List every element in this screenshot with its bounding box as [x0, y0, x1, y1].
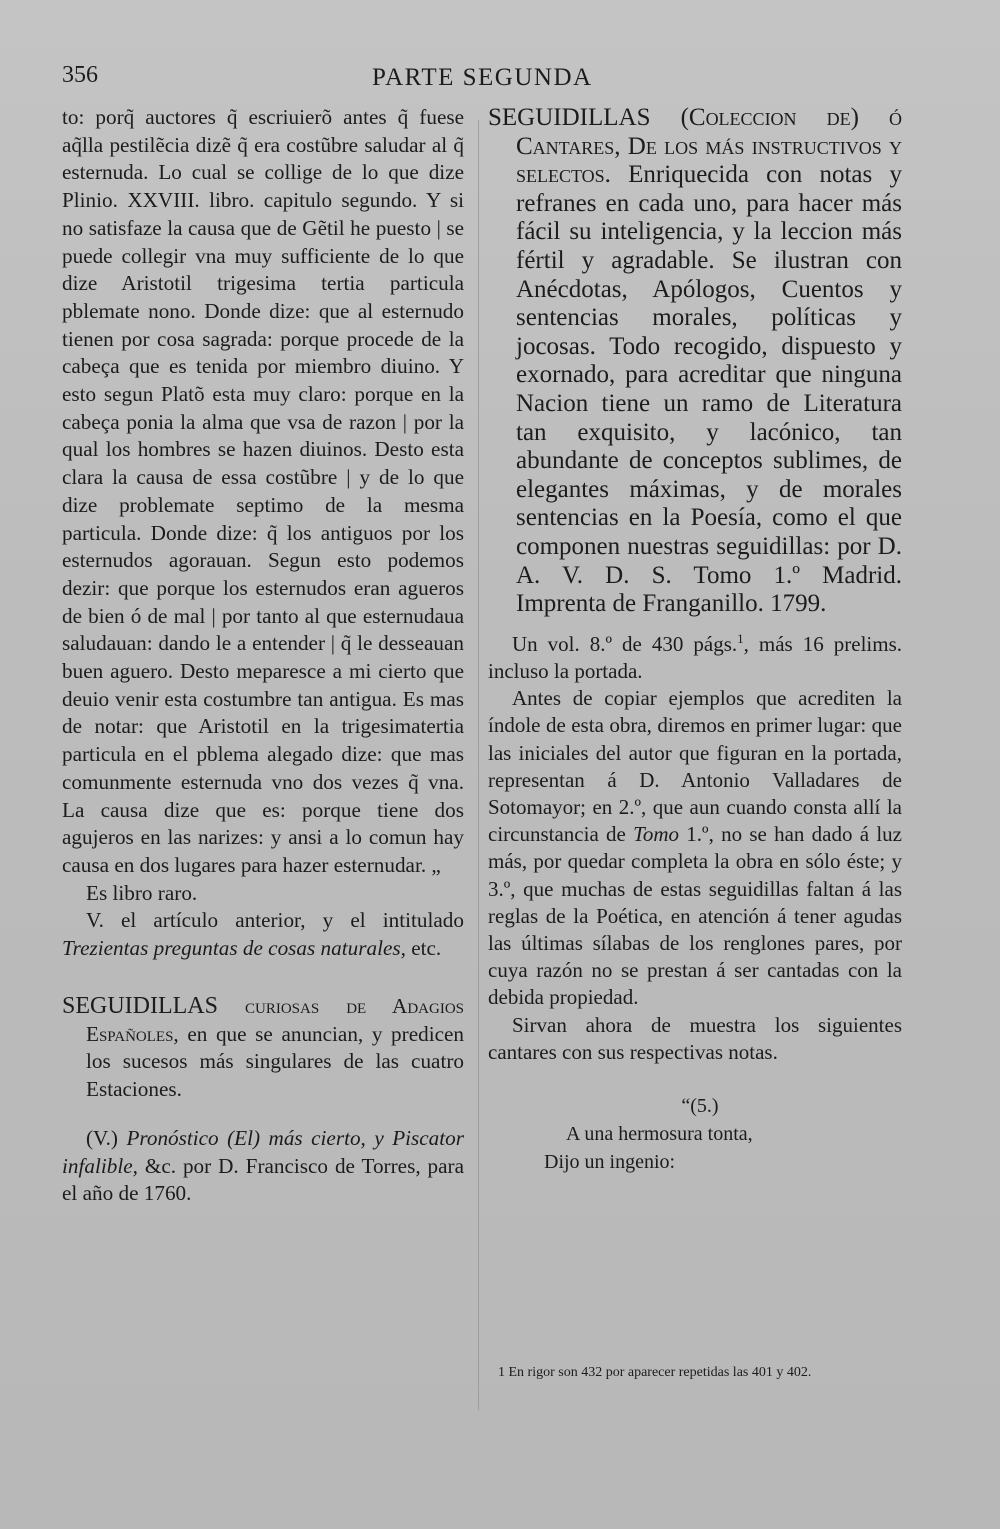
poem-excerpt: [488, 1092, 902, 1176]
column-divider: [478, 120, 479, 1410]
poem-line: Dijo un ingenio:: [544, 1150, 676, 1173]
commentary-paragraph: [488, 685, 902, 1011]
volume-info-tail: , más 16 prelims. incluso la portada.: [488, 631, 902, 683]
cross-ref-lead: (V.): [86, 1125, 127, 1150]
left-column: [62, 104, 464, 1208]
poem-line: A una hermosura tonta,: [566, 1122, 753, 1145]
rarity-note: Es libro raro.: [86, 880, 198, 905]
entry-seguidillas-curiosas: [62, 993, 464, 1104]
footnote-marker: 1: [737, 630, 744, 646]
footnote-text: En rigor son 432 por aparecer repetidas las 401 y 402.: [505, 1365, 812, 1380]
commentary-italic: Tomo: [633, 822, 680, 847]
entry-headword: SEGUIDILLAS: [62, 992, 218, 1019]
bibliographic-details: [488, 631, 902, 685]
see-also-lead: V. el artículo anterior, y el intitulado: [86, 908, 464, 933]
entry-seguidillas-coleccion: [488, 104, 902, 619]
entry-description: , en que se anuncian, y predicen los sucesos más singulares de las cuatro Estaciones.: [86, 1021, 464, 1101]
poem-number: “(5.): [681, 1094, 719, 1117]
entry-description: Enriquecida con notas y refranes en cada uno, para hacer más fácil su inteligencia, y la leccion más fértil y agradable. Se ilustran con Anécdotas, Apólogos, Cuentos y sentencias morales, políticas y jocosas. Todo recogido, dispuesto y exornado, para acreditar que ninguna Nacion tiene un ramo de Literatura tan exquisito, y lacónico, tan abundante de conceptos sublimes, de elegantes máximas, y de morales sentencias en la Poesía, como el que componen nuestras seguidillas: por D. A. V. D. S. Tomo 1.º Madrid. Imprenta de Franganillo. 1799.: [516, 161, 902, 618]
see-also-tail: etc.: [405, 936, 442, 961]
intro-paragraph: Sirvan ahora de muestra los siguientes cantares con sus respectivas notas.: [488, 1012, 902, 1064]
entry-subtitle: (Coleccion de) ó Cantares, De los más instructivos y selectos.: [516, 104, 902, 189]
cross-ref-title: Pronóstico (El) más cierto, y Piscator infalible,: [62, 1125, 464, 1178]
cross-ref-tail: &c. por D. Francisco de Torres, para el año de 1760.: [62, 1153, 464, 1206]
footnote: [488, 1364, 902, 1382]
entry-headword: SEGUIDILLAS: [488, 104, 651, 131]
footnote-number: 1: [498, 1365, 505, 1380]
see-also-reference: [62, 907, 464, 962]
running-title: PARTE SEGUNDA: [372, 64, 593, 91]
see-also-title: Trezientas preguntas de cosas naturales,: [62, 936, 406, 961]
continued-quotation: to: porq̃ auctores q̃ escriuierõ antes q̃ fuese aq̃lla pestilẽcia dizẽ q̃ era costũbre saludar al q̃ esternuda. Lo cual se collige de lo que dize Plinio. XXVIII. libro. capitulo segundo. Y si no satisfaze la causa que de Gẽtil he puesto | se puede collegir vna muy sufficiente de lo que dize Aristotil trigesima tertia particula pblemate nono. Donde dize: que al esternudo tienen por cosa sagrada: porque procede de la cabeça que es tenida por miembro diuino. Y esto segun Platõ esta muy claro: porque en la cabeça ponia la alma que vsa de razon | por la qual los hombres se hazen diuinos. Desto esta clara la causa de essa costũbre | y de lo que dize problemate septimo de la mesma particula. Donde dize: q̃ los antiguos por los esternudos agorauan. Segun esto podemos dezir: que porque los esternudos eran agueros de bien ó de mal | por tanto al que esternudaua saludauan: dando le a entender | q̃ le desseauan buen aguero. Desto meparesce a mi cierto que deuio venir esta costumbre tan antigua. Es mas de notar: que Aristotil en la trigesimatertia particula en el pblema alegado dize: que mas comunmente esternuda vno dos vezes q̃ vna. La causa dize que es: porque tiene dos agujeros en las narizes: y ansi a lo comun hay causa en dos lugares para hazer esternudar. „: [62, 105, 464, 877]
volume-info: Un vol. 8.º de 430 págs.: [512, 631, 738, 656]
commentary-text: Antes de copiar ejemplos que acrediten la índole de esta obra, diremos en primer lugar: que las iniciales del autor que figuran en la portada, representan á D. Antonio Valladares de Sotomayor; en 2.º, que aun cuando consta allí la circunstancia de: [488, 686, 902, 847]
entry-cross-reference: [62, 1125, 464, 1208]
right-column: [488, 104, 902, 1176]
page-number: 356: [62, 62, 98, 88]
commentary-text-tail: 1.º, no se han dado á luz más, por quedar completa la obra en sólo éste; y 3.º, que muchas de estas seguidillas faltan á las reglas de la Poética, en atención á tener agudas las últimas sílabas de los renglones pares, por cuya razón no se prestan á ser cantadas con la debida propiedad.: [488, 822, 903, 1010]
entry-subtitle: curiosas de Adagios Españoles: [86, 993, 465, 1046]
